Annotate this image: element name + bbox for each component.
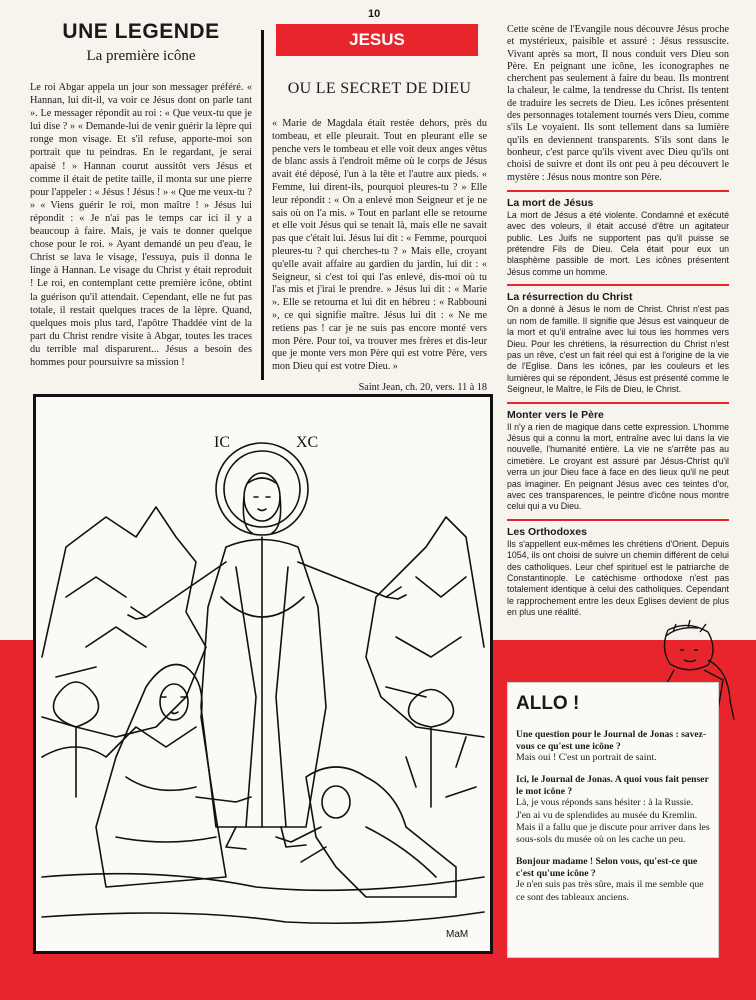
column-divider: [261, 30, 264, 380]
jesus-article: [272, 24, 487, 393]
page-number: 10: [368, 8, 381, 20]
section-text: Ils s'appellent eux-mêmes les chrétiens d'Orient. Depuis 1054, ils ont choisi de suivre un chemin différent de celui des catholiques. Leur chef spirituel est le patriarche de Constantinople. Le catéchisme orthodoxe n'est pas totalement identique à celui des catholiques. Cependant le rapprochement entre les deux Eglises devient de plus en plus une réalité.: [507, 538, 729, 618]
right-column: [507, 24, 729, 619]
icon-line-drawing: [36, 397, 490, 951]
allo-title: ALLO !: [516, 693, 580, 714]
interview-answer: Je n'en suis pas très sûre, mais il me semble que ce sont des tableaux anciens.: [516, 879, 704, 903]
gospel-quote: « Marie de Magdala était restée dehors, près du tombeau, et elle pleurait. Tout en pleurant elle se penche vers le tombeau et elle voit deux anges vêtus de blanc assis à l'endroit même où le corps de Jésus avait été déposé, l'un à la tête et l'autre aux pieds. « Femme, lui dirent-ils, pourquoi pleures-tu ? » Elle leur répondit : « On a enlevé mon Seigneur et je ne sais où on l'a mis. » Tout en parlant elle se retourne et elle voit Jésus qui se tenait là, mais elle ne savait pas que c'était lui. Jésus lui dit : « Femme, pourquoi pleures-tu ? qui cherches-tu ? » Mais elle, croyant qu'elle avait affaire au gardien du jardin, lui dit : « Seigneur, si c'est toi qui l'as enlevé, dis-moi où tu l'as mis et j'irai le prendre. » Jésus lui dit : « Marie ». Elle se retourna et lui dit en hébreu : « Rabbouni », ce qui signifie maître. Jésus lui dit : « Ne me retiens pas ! car je ne suis pas encore monté vers mon Père. Pour toi, va trouver mes frères et dis-leur que je monte vers mon Père qui est votre Père, vers mon Dieu qui est votre Dieu. »: [272, 118, 487, 373]
legend-subtitle: La première icône: [86, 48, 196, 64]
section-text: On a donné à Jésus le nom de Christ. Christ n'est pas un nom de famille. Il signifie que Jésus est vainqueur de la mort et qu'il entraîne avec lui tous les hommes vers Dieu. Pour les chrétiens, la résurrection du Christ n'est pas un rêve, c'est un fait réel qui est à l'origine de la vie de l'Eglise. Dans les icônes, par les couleurs et les lumières qui se répondent, Jésus est présenté comme le Seigneur, le Maître, le Fils de Dieu, le Christ.: [507, 304, 729, 395]
section-ascension: [507, 402, 729, 513]
section-title: La résurrection du Christ: [507, 291, 633, 304]
artist-signature: MaM: [446, 929, 469, 940]
legend-body: Le roi Abgar appela un jour son messager préféré. « Hannan, lui dit-il, va voir ce Jésus dont on parle tant ». Le messager répondit au roi : « Que veux-tu que je lui dise ? » « Demande-lui de venir guérir la lèpre qui ronge mon visage. Et s'il refuse, apporte-moi son portrait que tu peindras. En le regardant, je serai apaisé ! » Hannan courut aussitôt vers Jésus et comme il était de petite taille, il monta sur une pierre pour l'appeler : « Jésus ! Jésus ! » « Que me veux-tu ? » « Viens guérir le roi, mon maître ! » Jésus lui répondit : « Je n'ai pas le temps car ici il y a beaucoup à faire. Mais, je vais te donner quelque chose pour le roi. » Ayant demandé un peu d'eau, le Christ se lava le visage, l'essuya, puis il donna le linge à Hannan. Le visage du Christ y était reproduit ! Le roi, en contemplant cette première icône, obtint la guérison qu'il attendait. Cependant, elle ne fut pas totale, il restait quelques traces de la lèpre. Quand, quelques mois plus tard, l'apôtre Thaddée vint de la part du Christ rendre visite à Abgar, toutes les traces du terrible mal disparurent... Jésus a besoin des hommes pour poursuivre sa mission !: [30, 82, 252, 368]
interview-question: Bonjour madame ! Selon vous, qu'est-ce que c'est qu'une icône ?: [516, 856, 698, 879]
section-death: [507, 190, 729, 278]
gospel-reference: Saint Jean, ch. 20, vers. 11 à 18: [358, 381, 487, 393]
interview-question: Une question pour le Journal de Jonas : savez-vous ce qu'est une icône ?: [516, 729, 707, 752]
section-title: Monter vers le Père: [507, 408, 604, 421]
jesus-banner: JESUS: [276, 24, 478, 56]
interview-question: Ici, le Journal de Jonas. A quoi vous fait penser le mot icône ?: [516, 774, 709, 797]
interview-answer: Mais oui ! C'est un portrait de saint.: [516, 752, 657, 763]
legend-title: UNE LEGENDE: [62, 20, 220, 43]
section-title: La mort de Jésus: [507, 196, 594, 209]
section-orthodox: [507, 519, 729, 619]
label-xc: XC: [296, 434, 319, 451]
allo-interview-box: [507, 682, 719, 958]
legend-article: [30, 20, 252, 369]
icon-illustration: [33, 394, 493, 954]
icon-explanation: Cette scène de l'Evangile nous découvre Jésus proche et mystérieux, paisible et assuré : Jésus ressuscite. Vivant après sa mort, Il nous conduit vers Dieu son Père. En peignant une icône, les iconographes ne cherchent pas seulement à faire du beau. Ils montrent la chaleur, le calme, la tendresse du Christ. Ils tentent de traduire les secrets de Dieu. Les icônes présentent des personnages totalement tournés vers Dieu, comme s'ils Le voyaient. Ils sont tellement dans sa lumière qu'ils en deviennent transparents. S'ils sont dans le bonheur, c'est parce qu'ils vivent avec Dieu qu'ils ont choisi de suivre et dont ils ont peu à peu découvert le mystère : Jésus nous montre son Père.: [507, 24, 729, 183]
section-text: La mort de Jésus a été violente. Condamné et exécuté avec des voleurs, il était accusé d'être un agitateur public. Les Juifs ne supportent pas qu'il puisse se prétendre Fils de Dieu. Cela était pour eux un blasphème passible de mort. Les icônes présentent Jésus comme un homme.: [507, 209, 729, 277]
jesus-subtitle: OU LE SECRET DE DIEU: [287, 80, 472, 97]
section-title: Les Orthodoxes: [507, 525, 587, 538]
label-ic: IC: [214, 434, 230, 451]
section-resurrection: [507, 284, 729, 395]
interview-answer: Là, je vous réponds sans hésiter : à la Russie. J'en ai vu de splendides au musée du Kremlin. Mais il a fallu que je discute pour arriver dans les sous-sols du musée où on les cache un peu.: [516, 797, 710, 846]
section-text: Il n'y a rien de magique dans cette expression. L'homme Jésus qui a connu la mort, entraîne avec lui dans la vie nouvelle, l'humanité entière. La vie ne s'arrête pas au cimetière. Le croyant est assuré par Jésus-Christ qu'il verra un jour Dieu face à face en des lieux qu'il ne peut pas imaginer. En peignant Jésus avec ces teintes d'or, avec ces transparences, le peintre d'icône nous montre celui qui a vu Dieu.: [507, 421, 729, 512]
